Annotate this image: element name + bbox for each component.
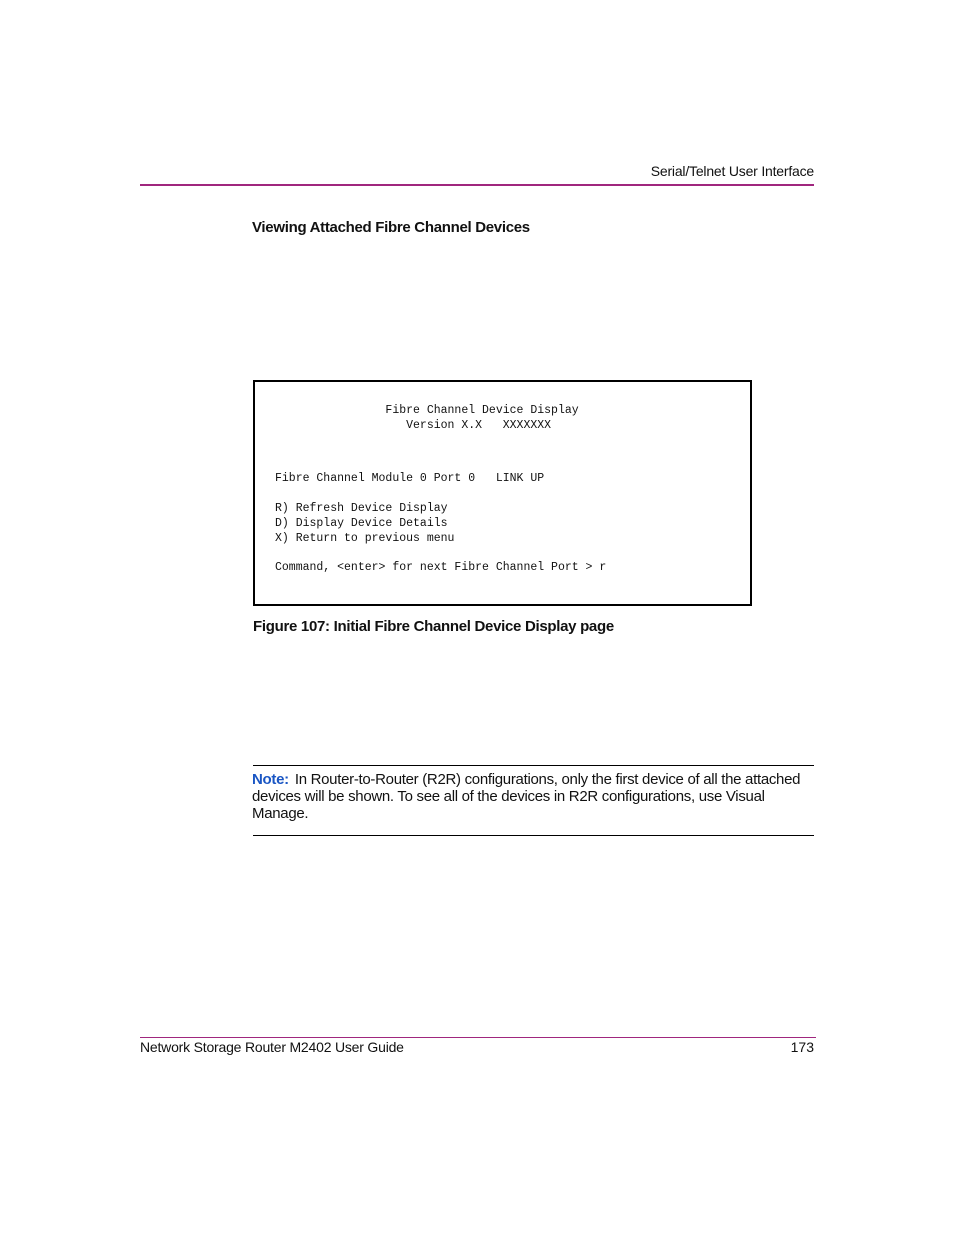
terminal-screenshot <box>253 380 752 606</box>
note-top-divider <box>253 765 814 766</box>
header-divider <box>140 184 814 186</box>
terminal-menu-details: D) Display Device Details <box>275 517 448 530</box>
note-label: Note: <box>252 771 289 788</box>
section-heading: Viewing Attached Fibre Channel Devices <box>252 219 530 236</box>
note-bottom-divider <box>253 835 814 836</box>
footer-divider <box>140 1037 816 1038</box>
terminal-title-line: Fibre Channel Device Display <box>275 404 579 417</box>
terminal-menu-refresh: R) Refresh Device Display <box>275 502 448 515</box>
running-header: Serial/Telnet User Interface <box>650 163 814 179</box>
terminal-command-prompt: Command, <enter> for next Fibre Channel Port > r <box>275 561 607 574</box>
terminal-menu-return: X) Return to previous menu <box>275 532 455 545</box>
terminal-port-status-line: Fibre Channel Module 0 Port 0 LINK UP <box>275 472 545 485</box>
figure-caption: Figure 107: Initial Fibre Channel Device Display page <box>253 618 614 635</box>
footer-guide-title: Network Storage Router M2402 User Guide <box>140 1039 404 1055</box>
page-number: 173 <box>790 1039 814 1055</box>
note-block <box>252 771 817 822</box>
note-text: In Router-to-Router (R2R) configurations, only the first device of all the attached devices will be shown. To see all of the devices in R2R configurations, use Visual Manage. <box>252 771 801 822</box>
terminal-version-line: Version X.X XXXXXXX <box>275 419 552 432</box>
